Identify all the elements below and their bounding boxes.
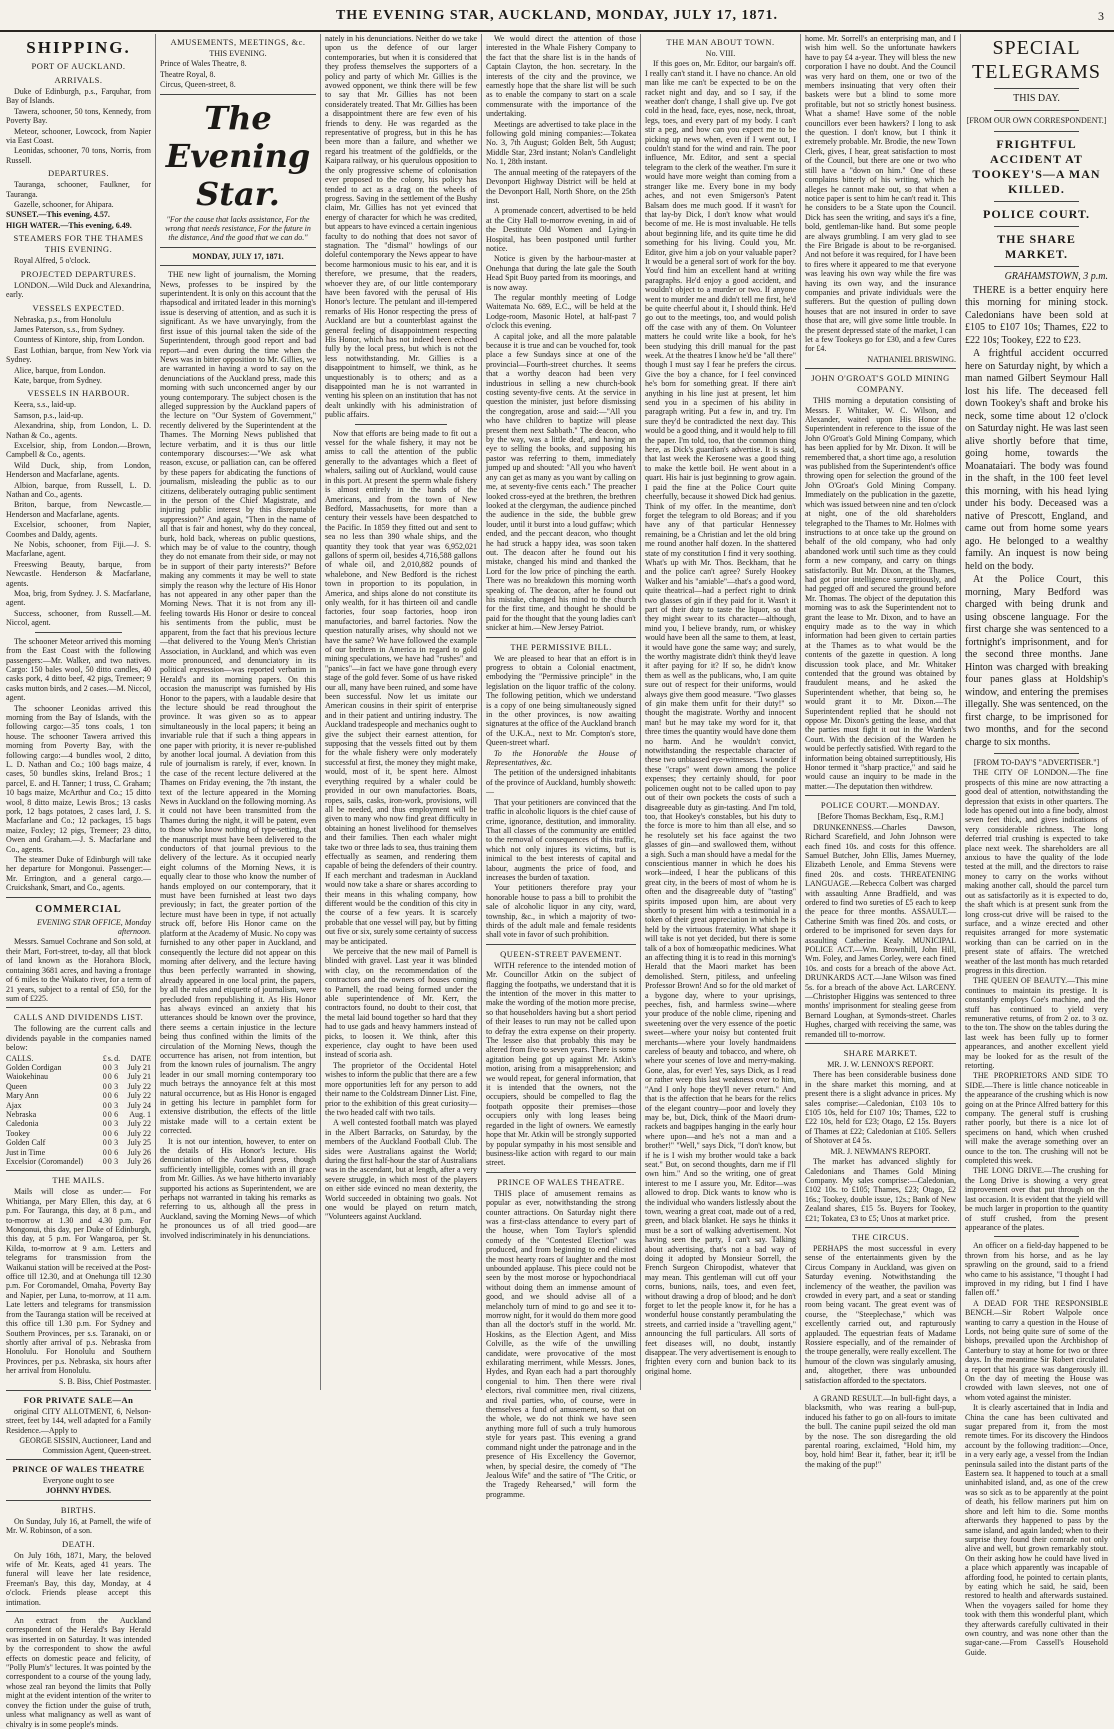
table-row [6,1082,151,1091]
page-number: 3 [1098,9,1104,23]
harbour-item: Wild Duck, ship, from London, Henderson and Macfarlane, agents. [6,460,151,480]
table-cell: 0 [102,1081,107,1091]
steamers-heading: STEAMERS FOR THE THAMES THIS EVENING. [13,233,144,255]
expected-heading: VESSELS EXPECTED. [32,302,125,313]
anecdote-paragraph: A GRAND RESULT.—In bull-fight days, a blacksmith, who was rearing a bull-pup, induced his father to go on all-fours to imitate the bull. The canine pupil seized the old man by the nose. The son disregarding the old parental roaring, exclaimed, "Hold him, my boy, hold him! Bear it, father, bear it; it'll be the making of the pup!" [805,1394,956,1469]
share-report-paragraph: The market has advanced slightly for Caledonians and Thames Gold Mining Company. My sales comprise:—Caledonian, £102 10s. to £105; Thames, £23; Otago, £2 16s.; Tookey, double issue, 12s.; Bank of New Zealand shares, £15 5s. Buyers for Tookey, £21; Tokatea, £3 to £5; Unos at market price. [805,1157,956,1223]
harbour-item: Alexandrina, ship, from London, L. D. Nathan & Co., agents. [6,421,151,440]
divider [6,897,151,898]
news-paragraph: A capital joke, and all the more palatable because it is true and can be vouched for, took place a few Sundays since at one of the provincial—Fourth-street churches. It seems that a worthy deacon had been very industrious in selling a new church-book costing seventy-five cents. At the service in question the minister, just before dismissing the congregation, arose and said:—"All you who have children to baptize will please present them next Sabbath." The deacon, who by the way, was a little deaf, and having an eye to selling the books, and supposing his pastor was referring to them, immediately jumped up and shouted: "All you who haven't any can get as many as you want by calling on me, at seventy-five cents each." The preacher looked cross-eyed at the brethren, the brethren looked at the clergyman, the audience pinched the audience in the side, the bubble grew louder, until it burst into a loud guffaw; which ended, and the peccant deacon, who thought he had struck a happy idea, was soon taken out. The deacon after he found out his mistake, changed his mind and thanked the Lord for the low price of pinching the earth. There was no breakdown this morning worth speaking of. The deacon, after he found out his mistake, changed his mind to the church for the first time, and thought he should be paid for the thought that the young ladies can't snicker at him.—New Jersey Patriot. [486,331,636,633]
expected-item: Alice, barque, from London. [14,365,106,375]
column-7 [965,34,1108,1657]
accident-heading: FRIGHTFUL ACCIDENT AT TOOKEY'S—A MAN KILLED. [972,137,1101,196]
shipping-heading: SHIPPING. [26,38,131,57]
divider [835,1389,926,1390]
column-4 [486,34,636,1499]
advertiser-paragraph: A DEAD FOR THE RESPONSIBLE BENCH.—Sir Robert Walpole once wanting to carry a question in the House of Lords, not being quite sure of some of the bishops, prevailed upon the Archbishop of Canterbury to stay at home for two or three days. In the meantime Sir Robert circulated a report that his grace was dangerously ill. On the day of meeting the House was crowded with lawn sleeves, not one of whom voted against the minister. [965,1298,1108,1402]
table-header-row [6,1054,151,1063]
arrival-item: Duke of Edinburgh, p.s., Farquhar, from Bay of Islands. [6,87,151,106]
table-cell: July 22 [127,1081,151,1091]
football-paragraph: A well contested football match was played in the Albert Barracks, on Saturday, by the members of the Auckland Football Club. The sides were Australians against the World; during the first half-hour the star of Australians was in the ascendant, but at length, after a very severe struggle, in which most of the players on either side evinced no mean dexterity, the World succeeded in obtaining two goals. Not one would be played on return match, "Volunteers against Auckland. [325,1118,477,1222]
table-cell: 0 [107,1062,112,1072]
table-cell: 0 [107,1072,112,1082]
arrival-item: Leonidas, schooner, 70 tons, Norris, from Russell. [6,146,151,165]
calls-table [6,1054,151,1167]
share-report-heading: MR. J. NEWMAN'S REPORT. [830,1146,931,1156]
man-about-town-paragraph: If this goes on, Mr. Editor, our bargain's off. I really can't stand it. I have no chance. An old man like me can't be expected to be on the racket night and day, and so I say, if the weather don't change, I shall give up. I've got cold in the head, face, eyes, nose, neck, throat, legs, toes, and every part of my body. I can't stir a peg, and how can you expect me to be picking up news when, even if I went out, I couldn't stand for the wind and rain. The poor influence, Mr. Editor, and sent a special telegram to the clerk of the weather. I'm sure it would have more weight than coming from a stranger like me. Every bone in my body aches, and not even Smigerson's Patent Balsam does me much good. If it wasn't for that lay-by Dick, I don't know what would become of me. He is most invaluable. He tells about beginning life, and its quite time he did something for his living. Could you, Mr. Editor, give him a job on your valuable paper? It would be a general sort of work for the boy. You'd find him an excellent hand at writing paragraphs. He'd enjoy a good accident, and wouldn't object to a murder or two. If anyone went to murder me and didn't tell me first, he'd be quite cheerful about it, I should think. He'd go out to the meetings, too, and would polish off the case with any of them. On Volunteer matters he could write like a book, for he's been studying this drill manual for the past week. At the theatres I know he'd be "all there" though I must say I fear he prefers the circus. Give the boy a chance, for I feel convinced he's born for something great. If there ain't anything in his line just at present, let him send you in a specimen of his ability in paragraph writing. Put a few in, and try. I'm sure they'd be contradicted the next day. This would be a good thing, and it would help to fill the paper. I'm told, too, that the common thing here, as Dick's guardian's advertise. It is said, that last week the Kerosene was a good thing to make the kettle boil. He went about in a quart. His hair is just beginning to grow again. I paid the fine at the Police Court quite cheerfully, because it showed Dick had genius. Think of my offer. In the meantime, don't forget the telegram to old Boreas; and if you have any of that particular Hennessey remaining, be a Christian and let the old bring me round another half dozen. In the shattered state of my constitution I find it very soothing. What's up with Mr. Thos. Beckham, that he and the police can't agree? Surely Hookey Walker and his "amiable"—that's a good word, quite theatrical—had a perfect right to drink two glasses of gin if they paid for it. Wasn't it part of their duty to taste the liquor, so that they might swear to its character—although, mind you, I believe brandy, rum, or whiskey would have been all the same to them, at least, it would have gone the same way; and surely, the worthy magistrate didn't think they'd leave it after paying for it? If so, he didn't know them as well as the publicans, who, I am quite sure out of respect for their uniforms, would always give them good measure. "Two glasses of gin make them unfit for their duty!" so thought the magistrate. Worthy and innocent man! but he may take my word for it, that three times the quantity would have done them no harm. And he wouldn't convict, notwithstanding the respectable character of these two unbiassed eye-witnesses. I wonder if these "craps" went down among the police expenses; they certainly should, for poor policemen ought not to be called upon to pay out of their own pockets the costs of such a disagreeable duty as gin-tasting. And I'm told, too, that Hookey's constables, but his duty to the force is more to him than all else, and so he resolutely set his face against the two glasses of gin—and swallowed them, without a sigh. Such a man should have a medal for the conscientious manner in which he does his work—indeed, I hear the publicans of this great city, in the beers of most of whom he is often and the disagreeable duty of "tasting" spirits imposed upon him, are about very shortly to present him with a testimonial in a token of their great appreciation in which he is held by the virtuous fraternity. What shape it will take is not yet decided, but there is some talk of a box of homœopathic medicines. What an affecting thing it is to read in this morning's Herald that the Maori market has been demolished. Stern, pitiless, and unfeeling Professor Brown! And so for the old market of a bygone day, where to your uprisings, peeches, fish, and harmless swine—where your produce of the noble clime, ripening and sweetening over the very essence of the poetic sweet—where your noisy but contented fruit merchants—where your lovely handmaidens careless of beauty and tobacco, and where, oh where your scenes of love and merry-making. Gone, alas, for ever! Yes, says Dick, as I read or rather weep this last weakness over to him, "And I only hope they'll never return." And that is the affection that he bears for the relics of the elegant country—poor and lovely they may be, but, Dick, think of the Maori drum-rackets and bagpipes hanging in the early hour where upon—and he's not a man and a brother!" "Well," says Dick, "I don't know, but if he is I wish my brother would take a back seat." But, on second thoughts, darn me if I'll own him." And so the writing, one of great interest to me I assure you, Mr. Editor—was allowed to drop. Dick wants to know who is the individual who wanders listlessly about the town, wearing a great coat, made out of a red, green, and black blanket. He says he thinks it must be a sort of walking advertisement. Not having seen the party, I can't say. Talking about advertising, that's not a bad way of doing it adopted by Monsieur Sorrell, the French Surgeon Chiropodist, whatever that may mean. This gentleman will cut off your corns, bunions, nails, toes, and even feet, without drawing a drop of blood; and he don't forget to let the people know it, for he has a wonderful house constantly perambulating the streets, and carried inside a "travelling agent," announcing the full particulars. All sorts of feet diseases will, no doubt, instantly disappear. The very advertisement is enough to frighten every corn and bunion back to its original home. [645,59,796,1376]
advertiser-paragraph: THE PROPRIETORS AND SIDE TO SIDE.—There is little chance noticeable in the appearance of the crushing which is now going on at the Prince Alfred battery for this company. The general stuff is crushing rather poorly, but there is a nice lot of specimens on hand, which when crushed will make the average something over an ounce to the ton. The crushing will not be completed this week. [965,1071,1108,1166]
commercial-office: EVENING STAR OFFICE, Monday afternoon. [36,917,151,937]
parnell-paragraph: We perceive that the new mail of Parnell is blinded with gravel. Last year it was blinded with clay, on the recommendation of the contractors and the owners of houses coming to Parnell, the road being formed under the able superintendence of Mr. Kerr, the contractors found, no doubt to their cost, that the metal laid bound together so hard that they had to use gads and heavy hammers instead of picks, to loosen it. We think, after this experience, clay ought to have been used instead of scoria ash. [325,947,477,1060]
editorial-paragraph: It is not our intention, however, to enter on the details of His Honor's lecture. His denunciation of the Auckland press, though sufficiently intelligible, comes with an ill grace from Mr. Gillies. As we have hitherto invariably supported his actions as Superintendent, we are perhaps not warranted in taking his remarks as referring to us, although all the press in Auckland, saving the Morning News—of which he pronounces us of all tried good—are involved indiscriminately in his denunciations. [160,1136,316,1240]
table-cell: Caledonia [6,1119,39,1129]
news-paragraph: Meetings are advertised to take place in the following gold mining companies:—Tokatea No. 3, 7th August; Golden Belt, 5th August; Middle Star, 23rd instant; Nolan's Candlelight No. 1, 28th instant. [486,119,636,167]
table-cell: 6 [114,1109,119,1119]
advertiser-paragraph: An officer on a field-day happened to be thrown from his horse, and as he lay sprawling on the ground, said to a friend who came to his assistance, "I thought I had improved in my riding, but I find I have fallen off." [965,1241,1108,1298]
table-cell: July 26 [127,1147,151,1157]
table-cell: Just in Time [6,1147,46,1157]
divider [35,632,122,633]
advertiser-paragraph: It is clearly ascertained that in India and China the cane has been cultivated and sugar prepared from it, from the most remote times. For its discovery the Hindoos account by the following tradition:—Once, in a very early age, a vessel from the Indian peninsula sailed into the distant parts of the Eastern sea. It happened to touch at a small uninhabited island, and, as one of the crew was so sick as to be apparently at the point of death, his fellow mariners put him on shore and left him to die. Some months afterwards they happened to pass by the same island, and again landed; when to their surprise they found their comrade not only alive and well, but grown remarkably stout. On their asking how he could have lived in a place which apparently was incapable of affording food, he pointed to certain plants, by eating which he said, he said, been restored to health and afterwards sustained. When the voyagers sailed for home they took with them this wonderful plant, which they afterwards carefully cultivated in their own country, and was none other than the sugar-cane.—From Cassell's Household Guide. [965,1403,1108,1657]
harbour-item: Ne Nobis, schooner, from Fiji.—J. S. Macfarlane, agent. [6,540,151,559]
leonidas-paragraph: The schooner Leonidas arrived this morning from the Bay of Islands, with the following cargo:—35 tons coals, 1 ton house. The schooner Tawera arrived this morning from Poverty Bay, with the following cargo:—4 bundles wool, 2 ditto, L. D. Nathan and Co.; 100 bags maize, 4 cases, 50 bundles skins, Ireland Bros.; 1 parcel, E. and H. Tanner; 1 truss, C. Graham; 10 bags maize, McArthur and Co.; 15 ditto wool, 8 ditto maize, Lewis Bros.; 13 casks pork, 12 bags potatoes, 2 cases lard, J. S. Macfarlane and Co.; 12 packages, 15 bags maize, Foxley; 12 pigs, Tremeer; 23 ditto, Owen and Graham.—J. S. Macfarlane and Co., agents. [6,703,151,854]
circus-heading: THE CIRCUS. [852,1231,909,1242]
divider [355,424,446,425]
amusement-item: Theatre Royal, 8. [160,69,216,79]
commercial-heading: COMMERCIAL [35,903,122,915]
table-cell: 0 [107,1138,112,1148]
column-1 [6,34,151,1729]
queen-street-paragraph: WITH reference to the intended motion of Mr. Councillor Atkin on the subject of flagging the footpaths, we understand that it is the intention of the mover in this matter to make the wording of the motion more precise, so that householders having but a short period of their leases to run may not be called upon to defray the extra expense on their property. The lessee also that probably this may be altered from five to seven years. There is some agitation being got up against Mr. Atkin's motion, arising from a misapprehension; and we would repeat, for general information, that it is intended that the owners, not the occupiers, should be compelled to flag the footpath opposite their premises—those occupiers only with long leases being regarded in the light of owners. We earnestly hope that Mr. Atkin will be strongly supported by popular sympathy in his most sensible and business-like action with regard to our main street. [486,960,636,1168]
table-cell: 0 [107,1091,112,1101]
man-about-town-heading: THE MAN ABOUT TOWN. [666,37,775,47]
table-cell: 6 [114,1072,119,1082]
divider [160,247,316,248]
column-2 [160,34,316,1390]
arrival-item: Meteor, schooner, Lowcock, from Napier via East Coast. [6,126,151,146]
news-paragraph: The regular monthly meeting of Lodge Waitemata No. 689, E.C., will be held at the Lodge-room, Masonic Hotel, at half-past 7 o'clock this evening. [486,292,636,331]
table-header-cell: s. [107,1053,113,1063]
harbour-item: Excelsior, schooner, from Napier, Coombes and Daldy, agents. [6,520,151,539]
masthead [0,0,1114,32]
pow-ad-heading: PRINCE OF WALES THEATRE [12,1463,145,1474]
expected-item: East Lothian, barque, from New York via Sydney. [6,345,151,365]
departure-item: Gazelle, schooner, for Ahipara. [14,200,114,210]
newspaper-masthead-title: THE EVENING STAR, AUCKLAND, MONDAY, JULY 17, 1871. [335,8,779,23]
table-row [6,1157,151,1166]
man-about-town-signature: NATHANIEL BRISWING. [867,354,956,364]
sale-paragraph: original CITY ALLOTMENT, 6, Nelson-street, feet by 144, well adapted for a Family Residence.—Apply to [6,1406,151,1435]
harbour-item: Samson, p.s., laid-up. [14,410,84,420]
table-cell: Mary Ann [6,1091,39,1101]
steamers-line: Royal Alfred, 5 o'clock. [14,256,91,266]
advertiser-paragraph: THE CITY OF LONDON.—The fine prospects of this mine are now attracting a good deal of attention, notwithstanding the depression that exists in other quarters. The lode has opened out into a fine body, almost seven feet thick, and gives indications of very considerable richness. The long deferred trial crushing is expected to take place next week. The shareholders are all anxious to have the quality of the lode tested at the mill, and the directors to raise money to carry on the works without making another call, should the parcel turn out as satisfactorily as it is expected to do, the shaft which is at present sunk from the long cross-cut drive will be raised to the surface, and a winze erected and other requisites arranged for more systematic working than can be carried on in the present state of affairs. The wretched weather of the last month has much retarded progress in this direction. [965,768,1108,975]
circus-paragraph: PERHAPS the most successful in every sense of the entertainments given by the Circus Company in Auckland, was given on Saturday evening. Notwithstanding the inclemency of the weather, the pavilion was crowded in every part, and a seat or standing room being vacant. The great event was of course, the "Steeplechase," which was excellently carried out, and rapturously applauded. The equestrian feats of Madame Rossiere especially, and of the remainder of the troupe generally, were really excellent. The humour of the clown was singularly amusing, and, altogether, there was unbounded satisfaction afforded to the spectators. [805,1243,956,1385]
table-cell: Nebraska [6,1109,37,1119]
table-row [6,1148,151,1157]
divider [160,94,316,95]
amusements-heading: AMUSEMENTS, MEETINGS, &c. [170,37,306,47]
extract-paragraph: An extract from the Auckland correspondent of the Herald's Bay Herald was inserted in on Saturday. It was intended by the correspondent to show the awful effects on domestic peace and felicity, of "Polly Plum's" lectures. It was pointed by the correspondent to a course of the young lady, whose zeal ran beyond the limits that Polly might at the evident intention of the writer to convey the fiction under the guise of truth, unless what malignancy as well as want of chivalry is in some people's minds. [6,1616,151,1729]
groats-paragraph: THIS morning a deputation consisting of Messrs. F. Whitaker, W. C. Wilson, and Alexander, waited upon His Honor the Superintendent in reference to the issue of the John O'Groat's Gold Mining Company, which has been applied for by Mr. Dixon. It will be remembered that, a short time ago, a resolution was published from the Superintendent's office throwing open for selection the ground of the John O'Groat's Gold Mining Company. Immediately on the publication in the gazette, which was issued between nine and ten o'clock at night, one of the old shareholders telegraphed to the Thames to Mr. Holmes with instructions to at once take up the ground on behalf of the old company, who had only abandoned work until such time as they could form a new company, and carry on things satisfactorily. But Mr. Dixon, at the Thames, had got prior intelligence surreptitiously, and had pegged off and secured the ground before Mr. Thomas. The object of the deputation this morning was to ask the Superintendent not to grant the lease to Mr. Dixon, and to have an enquiry made as to the way in which information had been given to certain parties at the Thames as to what would be the contents of the gazette in question. A long discussion took place, and Mr. Whitaker contended that the ground was obtained by fraudulent means, and he asked the Superintendent whether, that being so, he would grant it to Mr. Dixon.—The Superintendent replied that he should not oppose Mr. Dixon's getting the lease, and that the parties must fight it out in the Warden's Court. With the decision of the Warden he would be perfectly satisfied. With regard to the information being obtained surreptitiously, His Honor termed it "sharp practice," and said he would cause an inquiry to be made in the matter.—The deputation then withdrew. [805,396,956,791]
permissive-paragraph: We are pleased to hear that an effort is in progress to obtain a Colonial enactment, embodying the "Permissive principle" in the legislation on the liquor traffic of the colony. The following petition, which we understand is a copy of one being simultaneously signed in the other provinces, is now awaiting signatures at the office of the Auckland branch of the U.K.A., next to Mr. Compton's store, Queen-street wharf. [486,653,636,748]
table-cell: 0 [107,1081,112,1091]
births-heading: BIRTHS. [60,1504,97,1515]
permissive-paragraph: To the Honorable the House of Representatives, &c. [486,748,636,768]
sale-heading: FOR PRIVATE SALE—An [23,1394,134,1405]
divider [805,1227,956,1228]
harbour-item: Moa, brig, from Sydney. J. S. Macfarlane, agent. [6,589,151,608]
divider [994,131,1080,132]
whale-fishery-paragraph: Now that efforts are being made to fit out a vessel for the whale fishery, it may not be amiss to call the attention of the public generally to the advantages which a fleet of whalers, sailing out of Auckland, would cause in this port. At present the sperm whale fishery is almost entirely in the hands of the Americans, and from the town of New Bedford, Massachusetts, for more than a century their vessels have been despatched to the Pacific. In 1859 they fitted out and sent to sea no less than 390 whale ships, and the quantity they took that year was 6,952,021 gallons of sperm oil, besides 4,716,588 gallons of whale oil, and 2,010,882 pounds of whalebone, and New Bedford is the richest town in proportion to its population, in America, and ships alone do not constitute its only wealth, for it has thirteen oil and candle factories, four soap factories, hoop iron manufactories, and barrel factories. Now the question naturally arises, why should not we have the same? We have followed the example of our brethren in America in regard to gold mining speculations, we have had "rushes" and "panics"—in fact we have gone through every stage of the gold fever. Some of us have risked our all, many have been ruined, and some have been successful. Now let us imitate our American cousins in their spirit of enterprise and in their patient and untiring industry. The Auckland tradespeople and mechanics ought to give the subject their earnest attention, for supposing that the vessels fitted out by them for the whale fishery were only moderately successful at first, the money they might make, would, most of it, be spent here. Almost everything required by a whaler could be provided in our own manufactories. Boats, ropes, sails, casks, iron-work, provisions, will all be needed, and thus employment will be given to many who now find great difficulty in obtaining an honest livelihood for themselves and their families. Then each whaler might take two or three lads to sea, thus training them effectually as seamen, and rendering them capable of being the defenders of their country. If each merchant and tradesman in Auckland would now take a share or shares according to their means in this whaling company, how different would be the condition of this city in the course of a few years. It is scarcely probable that one vessel will pay, but by fitting out five or six, surely some certainty of success may be anticipated. [325,428,477,946]
column-rule [800,34,801,1390]
divider [994,88,1080,89]
police-court-paragraph: DRUNKENNESS.—Charles Dawson, Richard Scarefield, and John Johnson were each fined 10s. and costs for this offence. Samuel Butcher, John Ellis, James Muerney, Elizabeth Lenole, and Emma Stevens were fined 20s. and costs. THREATENING LANGUAGE.—Rebecca Colbert was charged with assaulting Anne Bradfield, and was ordered to find two sureties of £5 each to keep the peace for three months. ASSAULT.—Catherine Smith was fined 20s. and costs, or ordered to be imprisoned for seven days for assaulting Catherine Kealy. MUNICIPAL POLICE ACT.—Wm. Brownhill, John Hill, Wm. Foley, and James Corley, were each fined 10s. and costs for a breach of the above Act. DRUNKARDS ACT.—Jane Wilson was fined 5s. for a breach of the above Act. LARCENY.—Christopher Higgins was sentenced to three months' imprisonment for stealing geese from Bernard Loughan, at Symonds-street. Charles Hughes, charged with receiving the same, was remanded till to-morrow. [805,822,956,1039]
table-cell: 0 [102,1091,107,1101]
queen-street-heading: QUEEN-STREET PAVEMENT. [500,948,622,959]
death-heading: DEATH. [62,1538,95,1549]
telegram-paragraph: A frightful accident occurred here on Saturday night, by which a man named Gilbert Seymour Hall lost his life. The deceased fell down Tookey's shaft and broke his neck, some time about 12 o'clock on Saturday night. He was last seen alive shortly before that time, going home, towards the Moanataiari. The body was found in the shaft, in the 100 feet level this morning, with his head lying under his body. Deceased was a native of Prescott, England, and came out from home some years ago. He belonged to a wealthy family. An inquest is now being held on the body. [965,348,1108,572]
harbour-item: Briton, barque, from Newcastle.—Henderson and Macfarlane, agents. [6,500,151,519]
high-water-line: HIGH WATER.—This evening, 6.49. [6,220,132,230]
column-3 [325,34,477,1390]
meteor-paragraph: The schooner Meteor arrived this morning from the East Coast with the following passengers:—Mr. Walker, and two natives. Cargo: 150 bales wool, 50 ditto candles, 40 casks pork, 4 ditto beef, 42 pigs, Tremeer; 9 casks mutton birds, and 2 cases.—M. Niccol, agent. [6,636,151,703]
divider [994,266,1080,267]
hotel-paragraph: The proprietor of the Occidental Hotel wishes to inform the public that there are a few more opportunities left for any person to add their name to the Coldstream Dinner List. Fine, prior to the exhibition of this great curiosity—the two headed calf with two tails. [325,1060,477,1117]
divider [6,1500,151,1501]
table-cell: 6 [114,1091,119,1101]
theatre-heading: PRINCE OF WALES THEATRE. [497,1176,625,1187]
table-cell: Golden Calf [6,1138,46,1148]
column-rule [481,34,482,1390]
table-cell: July 22 [127,1128,151,1138]
column-rule [640,34,641,1390]
table-header-cell: £ [102,1053,107,1063]
departures-heading: DEPARTURES. [47,168,110,179]
this-day-line: THIS DAY. [1013,93,1060,104]
divider [994,201,1080,202]
arrivals-heading: ARRIVALS. [54,75,103,85]
groats-heading: JOHN O'GROAT'S GOLD MINING COMPANY. [811,373,950,395]
mails-paragraph: Mails will close as under:— For Whitianga, per Mary Ellen, this day, at 6 p.m. For Tauranga, this day, at 8 p.m., and to-morrow at 1.30 and 4.30 p.m. For Mongonui, this day, per Duke of Edinburgh, this day, at 5 p.m. For Wangaroa, per St. Kilda, to-morrow at 9 a.m. Letters and telegrams for transmission from the Waikanui station will be received at the Post-office till 12.30, and at Onehunga till 12.30 p.m. For Coromandel, Omaha, Poverty Bay and Napier, per Luna, to-morrow, at 11 a.m. Late letters and telegrams for transmission from the Tauranga station will be received at this office till 1.30 p.m. For Sydney and Southern Provinces, per s.s. Taranaki, on or shortly after arrival of p.s. Nebraska from Honolulu. For Honolulu and Southern Provinces, per p.s. Nebraska, six hours after her arrival from Honolulu. [6,1187,151,1376]
man-about-town-paragraph: home. Mr. Sorrell's an enterprising man, and I wish him well. So the unfortunate hawkers have to pay £4 a-year. They will bless the new corporation I have no doubt. And the Council was very hard on them, one or two of the members insinuating that very often their baskets were but a blind to some more profitable, but not so strictly honest business. What a shame! Have some of the noble councillors ever been hawkers? I long to ask the question. I don't know, but I think it extremely probable. Mr. Brodie, the new Town Clerk, gives, I hear, great satisfaction to most of the Council, but there are one or two who still have a "down on him." One of these complains bitterly of his writing, which he alleges he cannot make out, so that when a notice paper is sent to him he can't read it. This he considers to be a State upon the Council. Dick has seen the writing, and says it's a fine, bold, gentleman-like hand. But some people are always grumbling. I am very glad to see the Fire Brigade is about to be re-organised. And not before it was required, for I have been to fires where it appeared to me that everyone was leaving his own way while the fire was having its own way, and the insurance companies and private individuals were the sufferers. But the question of pulling down houses that are not insured in order to save those that are, will give some little trouble. In the present depressed state of the market, I can let a few Tookeys go for £30, and a few Cures for £4. [805,34,956,354]
mails-heading: THE MAILS. [52,1175,105,1186]
paper-motto: "For the cause that lacks assistance, For the wrong that needs resistance, For the future in the distance, And the good that we can do." [165,214,311,243]
table-row [6,1119,151,1128]
pow-ad-name: JOHNNY HYDES. [45,1486,112,1496]
divider [6,1390,151,1391]
death-paragraph: On July 16th, 1871, Mary, the beloved wife of Mr. Keats, aged 41 years. The funeral will leave her late residence, Freeman's Bay, this day, Monday, at 4 o'clock. Friends please accept this intimation. [6,1550,151,1607]
table-cell: Waiokehinau [6,1072,49,1082]
table-cell: 6 [114,1147,119,1157]
arrival-item: Tawera, schooner, 50 tons, Kennedy, from Poverty Bay. [6,106,151,126]
table-cell: July 25 [127,1138,151,1148]
divider [160,265,316,266]
table-cell: 6 [114,1128,119,1138]
column-5 [645,34,796,1390]
expected-item: James Paterson, s.s., from Sydney. [14,324,125,334]
table-cell: 0 [102,1119,107,1129]
table-cell: 3 [114,1062,119,1072]
table-cell: Ajax [6,1100,22,1110]
table-header-cell: DATE [130,1053,151,1063]
commercial-paragraph: Messrs. Samuel Cochrane and Son sold, at their Mart, Fort-street, to-day, all that block of land known as the Horahora Block, containing 3681 acres, and having a frontage of 6 miles to the Waikato river, for a term of 21 years, subject to a rental of £50, for the sum of £225. [6,937,151,1003]
share-report-paragraph: There has been considerable business done in the share market this morning, and at present there is a slight advance in prices. My sales comprise:—Caledonian, £103 10s to £105 10s, held for £107 10s; Thames, £22 to £22 10s, held for £23; Otago, £2 15s. Buyers of Thames at £22; Caledonian at £105. Sellers of Shotover at £4 5s. [805,1070,956,1146]
advertiser-heading: [FROM TO-DAY'S "ADVERTISER."] [973,758,1100,767]
steamer-paragraph: The steamer Duke of Edinburgh will take her departure for Mongonui. Passenger:—Mr. Errington, and a general cargo.—Cruickshank, Smart, and Co., agents. [6,855,151,893]
police-court-bench: [Before Thomas Beckham, Esq., R.M.] [817,812,944,822]
telegram-paragraph: At the Police Court, this morning, Mary Bedford was charged with being drunk and using obscene language. For the first charge she was sentenced to a fortnight's imprisonment, and for the second three months. Jane Hinton was charged with breaking four panes glass at Holdship's window, and entering the premises illegally. She was sentenced, on the first charge, to be imprisoned for two months, and for the second charge to six months. [965,574,1108,748]
sale-name: GEORGE SISSIN, Auctioneer, Land and Commission Agent, Queen-street. [19,1436,151,1455]
editorial-dateline: MONDAY, JULY 17, 1871. [192,251,284,261]
projected-line: LONDON.—Wild Duck and Alexandrina, early. [6,280,151,300]
table-row [6,1063,151,1072]
table-cell: 0 [107,1119,112,1129]
table-cell: July 26 [127,1157,151,1166]
expected-item: Countess of Kintore, ship, from London. [14,335,145,345]
table-cell: 0 [107,1109,112,1119]
projected-heading: PROJECTED DEPARTURES. [20,268,137,279]
harbour-heading: VESSELS IN HARBOUR. [27,388,130,399]
editorial-paragraph: THE new light of journalism, the Morning News, professes to be inspired by the superintendent. It is only on this account that the rhapsodical and irritated leader in this morning's issue is deserving of attention, and as such it is significant. As we have unvaryingly, from the first issue of this journal taken the side of the Superintendent, through good report and bad report—and even during the time when the News was in bitter opposition to Mr. Gillies, we are warranted in having a word to say on the denunciations of the Auckland press, made this morning with such unconcerned anger by our young contemporary. The subject chosen is the alleged suppression by the Auckland papers of the lecture on "Our System of Government," recently delivered by the Superintendent at the Thames. The Morning News published that lecture verbatim, and it is thus our little contemporary discourses:—"We ask what reason, excuse, or palliation can, can be offered by these papers for abdicating the functions of journalism, misleading the public as to our citizens, deliberately outraging public sentiment in the person of the Chief Magistrate, and injuring public interest by this disreputable suppression?" And again, "Then in the name of all that is fair and honest, why do they conceal, burk, hold back, whereas on public questions, which may be of value to the country, though they do not emanate from their side, or may not be in support of their party interests?" Before making any comments it may be well to state simply the reason why the lecture of His Honor has not appeared in any other paper than the Morning News. That it is not from any ill-feeling towards His Honor or desire to conceal his sentiments from the public, must be apparent, from the fact that his previous lecture —that delivered to the Young Men's Christian Association, in Auckland, and which was even more pronounced, and denunciatory in its political expression—was reported verbatim in Herald's and its morning papers. On this occasion the manuscript was furnished by His Honor to the papers, with a laudable desire that the lecture should be read throughout the province. It was given so as to appear simultaneously in the local papers; it being an invariable rule that if such a thing appears in one paper with priority, it is never re-published by another local journal. A deviation from this rule of journalism is rarely, if ever, known. In the case of the recent lecture delivered at the Thames on Friday evening, the 7th instant, the text of the lecture appeared in the Morning News in Auckland on the following morning. As it could not have been transmitted from the Thames during the night, it will be patent, even to those who know nothing of type-setting, that the manuscript must have been delivered to the conductors of that journal previous to the delivery of the lecture. As it occupied nearly eight columns of the Morning News, it is equally clear to those who know the number of hands employed on our contemporary, that it must have been furnished at least two days previously; in fact, the greater portion of the lecture must have been in type, if not actually struck off, before His Honor came on the platform at the Academy of Music. No copy was furnished to any other paper in Auckland, and consequently the lecture did not appear on this morning after delivery, and the lecture having thus been perfectly warranted in showing, already appeared in one local print, the papers, by all the rules and etiquette of journalism, were precluded from republishing it. As His Honor has always evinced an anxiety that his utterances should be known over the province, there seems a certain injustice in the lecture being thus confined within the limits of the circulation of the Morning News, though the occurrence has arisen, not from intention, but from the known rules of journalism. The angry leader in our small morning contemporary too much betrays the annoyance felt at this most natural occurrence, but as His Honor is engaged in getting his lecture in pamphlet form for extensive distribution, the effects of the little mistake made will to a certain extent be corrected. [160,270,316,1136]
divider [994,753,1080,754]
permissive-paragraph: That your petitioners are convinced that the traffic in alcoholic liquors is the chief cause of crime, ignorance, destitution, and immorality. That all classes of the community are entitled to the removal of consequences of this traffic, which not only injures its victims, but is inimical to the best interests of capital and labour, augments the price of food, and increases the burden of taxation. [486,797,636,882]
harbour-item: Freeswing Beauty, barque, from Newcastle. Henderson & Macfarlane, agents. [6,559,151,588]
pow-ad-line: Everyone ought to see [42,1475,115,1485]
table-cell: Aug. 1 [129,1109,151,1119]
port-heading: PORT OF AUCKLAND. [31,61,126,71]
telegram-share-heading: THE SHARE MARKET. [997,232,1076,261]
column-rule [960,34,961,1390]
column-rule [155,34,156,1390]
advertiser-paragraph: THE LONG DRIVE.—The crushing for the Long Drive is showing a very great improvement over that put through on the last occasion. It is evident that the yield will be much larger in proportion to the quantity of stuff crushed, from the present appearance of the plates. [965,1166,1108,1232]
news-paragraph: The annual meeting of the ratepayers of the Devonport Highway District will be held at the Devonport Hall, North Shore, on the 25th inst. [486,167,636,205]
column-6 [805,34,956,1469]
calls-intro: The following are the current calls and dividends payable in the companies named below: [6,1024,151,1053]
table-cell: 0 [107,1128,112,1138]
harbour-item: Excelsior, ship, from London.—Brown, Campbell & Co., agents. [6,440,151,460]
divider [805,368,956,369]
divider [994,226,1080,227]
calls-heading: CALLS AND DIVIDENDS LIST. [13,1012,144,1023]
table-cell: 0 [107,1100,112,1110]
harbour-item: Keera, s.s., laid-up. [14,400,76,410]
news-paragraph: A promenade concert, advertised to be held at the City Hall to-morrow evening, in aid of the Destitute Old Women and Lying-in Hospital, has been postponed until further notice. [486,206,636,253]
table-cell: Tookey [6,1128,30,1138]
correspondent-line: [FROM OUR OWN CORRESPONDENT.] [966,115,1107,125]
table-cell: July 24 [127,1100,151,1110]
table-header-cell: CALLS. [6,1053,34,1063]
permissive-paragraph: Your petitioners therefore pray your honorable house to pass a bill to prohibit the sale of alcoholic liquor in any city, ward, township, &c., in which a majority of two-thirds of the adult male and female residents shall vote in favor of such prohibition. [486,883,636,940]
column-rule [320,34,321,1390]
table-cell: July 22 [127,1119,151,1129]
table-cell: July 22 [127,1091,151,1101]
theatre-paragraph: THIS place of amusement remains as popular as ever, notwithstanding the strong counter attractions. On Saturday night there was a first-class attendance to every part of the house, when Tom Taylor's splendid comedy of the "Contested Election" was produced, and from beginning to end elicited the most hearty roars of laughter and the most unbounded applause. This piece could not be seen by the most morose or hypochondriacal without doing them an immense amount of good, and we should advise all of a melancholy turn of mind to go and see it to-morrow night, for it would do them more good than all the doctor's stuff in the world. Mr. Hoskins, as the Election Agent, and Miss Colville, as the wife of the unwilling candidate, were provocative of the most exhilarating merriment, while Messrs. Jones, Hydes, and Ryan each had a part thoroughly congenial to him. Then there were rival electors, rival committee men, rival citizens, and rival parties, who, of course, were in themselves a fund of amusement, so that on the whole, we do not think we have seen anything more full of such a truly humorous style for years past. This evening a grand command night under the patronage and in the presence of His Excellency the Governor, when, by special desire, the comedy of "The Jealous Wife" and the satire of "The Critic, or the Tragedy Rehearsed," will form the programme. [486,1188,636,1499]
divider [486,637,636,638]
sunset-line: SUNSET.—This evening, 4.57. [6,210,110,220]
table-cell: Excelsior (Coromandel) [6,1157,84,1166]
table-header-cell: d. [114,1053,121,1063]
telegram-police-heading: POLICE COURT. [982,207,1091,221]
divider [805,795,956,796]
table-cell: 0 [107,1157,112,1166]
table-row [6,1129,151,1138]
share-market-heading: SHARE MARKET. [843,1048,918,1059]
police-court-heading: POLICE COURT.—MONDAY. [820,800,941,811]
amusements-evening: THIS EVENING. [209,49,267,58]
permissive-heading: THE PERMISSIVE BILL. [510,641,612,652]
divider [6,1170,151,1171]
divider [6,1007,151,1008]
man-about-town-number: No. VIII. [705,49,736,58]
table-cell: 0 [102,1138,107,1148]
table-cell: July 21 [127,1072,151,1082]
share-report-heading: MR. J. W. LENNOX'S REPORT. [827,1060,934,1070]
table-cell: 0 [107,1147,112,1157]
expected-item: Kate, barque, from Sydney. [14,375,102,385]
table-cell: 3 [114,1119,119,1129]
amusement-item: Circus, Queen-street, 8. [160,80,236,90]
table-row [6,1138,151,1147]
table-cell: 0 [102,1157,107,1166]
departure-item: Tauranga, schooner, Faulkner, for Tauranga. [6,180,151,199]
births-paragraph: On Sunday, July 16, at Parnell, the wife of Mr. W. Robinson, of a son. [6,1516,151,1536]
table-row [6,1091,151,1100]
news-paragraph: Notice is given by the harbour-master at Onehunga that during the late gale the South Head Spit Buoy parted from its moorings, and is now away. [486,254,636,292]
table-cell: 0 [102,1147,107,1157]
divider [486,944,636,945]
telegram-paragraph: THERE is a better enquiry here this morning for mining stock. Caledonians have been sold at £105 to £107 10s; Thames, £22 to £22 10s; Tookey, £22 to £23. [965,284,1108,346]
table-row [6,1101,151,1110]
divider [486,1172,636,1173]
divider [994,110,1080,111]
table-cell: 3 [114,1081,119,1091]
expected-item: Nebraska, p.s., from Honolulu [14,314,112,324]
table-cell: 3 [114,1157,119,1166]
table-row [6,1072,151,1081]
special-telegrams-heading: SPECIAL TELEGRAMS [972,37,1101,83]
table-cell: Golden Cordigan [6,1062,62,1072]
amusement-item: Prince of Wales Theatre, 8. [160,59,247,69]
harbour-item: Albion, barque, from Russell, L. D. Nathan and Co., agents. [6,480,151,499]
permissive-paragraph: The petition of the undersigned inhabitants of the province of Auckland, humbly showeth:— [486,768,636,797]
table-cell: Queen [6,1081,27,1091]
harbour-item: Success, schooner, from Russell.—M. Niccol, agent. [6,608,151,628]
divider [805,1043,956,1044]
table-cell: 0 [102,1100,107,1110]
table-row [6,1110,151,1119]
table-cell: 3 [114,1138,119,1148]
table-cell: 0 [102,1109,107,1119]
divider [994,1236,1080,1237]
telegram-dateline: GRAHAMSTOWN, 3 p.m. [1004,271,1108,282]
table-cell: 0 [102,1062,107,1072]
table-cell: 0 [102,1072,107,1082]
paper-title: The Evening Star. [165,98,311,213]
table-cell: 0 [102,1128,107,1138]
editorial-paragraph: nately in his denunciations. Neither do we take upon us the defence of our larger contemporaries, but when it is considered that they profess themselves the supporters of a policy and party of which Mr. Gillies is the avowed opponent, we think there will be few to say that Mr. Gillies has not been considerately treated. That Mr. Gillies has been a disappointment there are few even of his friends to deny. He was regarded as the representative of progress, but in this he has been more than a failure, and whether we regard his treatment of the goldfields, or the Kaipara railway, or his querulous opposition to the only progressive scheme of colonisation ever proposed to the colony, his policy has tended to act as a drag on the wheels of progress. Saving in the settlement of the Bushy claim, Mr. Gillies has not yet evinced that energy of character for which he was credited, but appears to have evinced a certain ingenious faculty to do nothing that does not savor of stagnation. The "dismal" howlings of our doleful contemporary the News appear to have become harmonious music to his ear, and it is therefore, we presume, that the readers, whoever they are, of our little contemporary have been favored with the perusal of His Honor's lecture. The petulant and ill-tempered remarks of His Honor respecting the press of Auckland are but a counterblast against the general feeling of disappointment respecting His Honor, which has not indeed been echoed fully by the local press, but which is not the less notwithstanding. Mr. Gillies is a disappointment to himself, we think, as he unquestionably is to others; and as a disappointed man he is not warranted in venting his spleen on an institution that has not dealt unkindly with his administration of public affairs. [325,34,477,420]
news-paragraph: We would direct the attention of those interested in the Whale Fishery Company to the fact that the share list is in the hands of Captain Clayton, the hon. secretary. In the interests of the city and the province, we earnestly hope that the share list will be such as to enable the company to start on a scale commensurate with the importance of the undertaking. [486,34,636,119]
table-cell: July 21 [127,1062,151,1072]
divider [6,1611,151,1612]
advertiser-paragraph: THE QUEEN OF BEAUTY.—This mine continues to maintain its prestige. It is constantly employs Coe's machine, and the stuff has continued to yield very remunerative returns, of from 2 oz. to 3 oz. to the ton. The show on the tables during the last week has been fully up to former appearances, and another excellent yield may be looked for as the result of the retorting. [965,976,1108,1070]
divider [6,1459,151,1460]
mails-signature: S. B. Biss, Chief Postmaster. [58,1376,151,1386]
table-cell: 3 [114,1100,119,1110]
